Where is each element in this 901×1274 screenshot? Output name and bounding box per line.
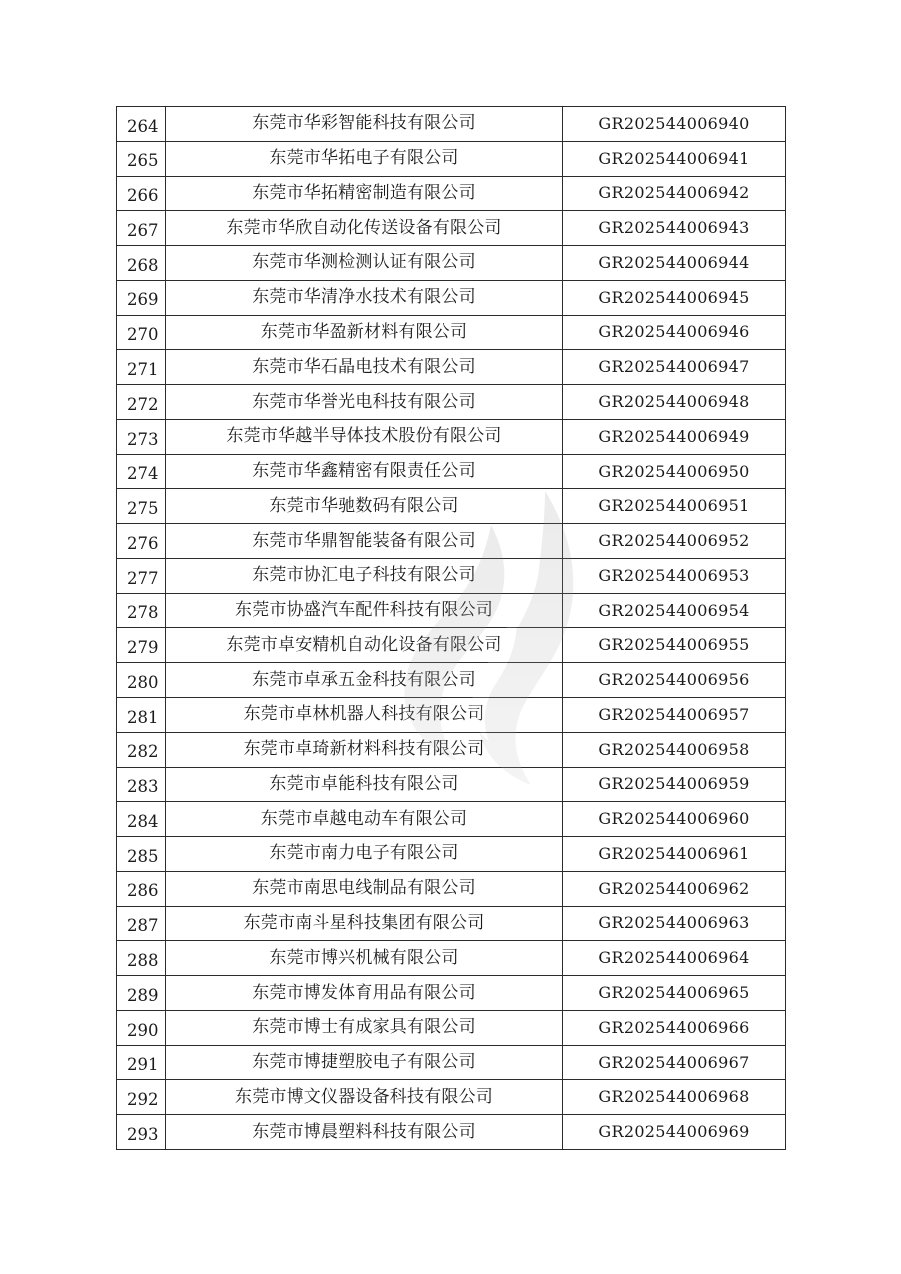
company-name-cell: 东莞市卓承五金科技有限公司 (166, 663, 563, 698)
certificate-number-cell: GR202544006943 (563, 211, 786, 246)
company-name-cell: 东莞市华彩智能科技有限公司 (166, 107, 563, 142)
certificate-number-cell: GR202544006956 (563, 663, 786, 698)
certificate-number-cell: GR202544006948 (563, 385, 786, 420)
company-name-cell: 东莞市卓越电动车有限公司 (166, 802, 563, 837)
table-row (117, 1010, 786, 1045)
row-number-cell: 266 (117, 176, 166, 211)
company-name-cell: 东莞市博文仪器设备科技有限公司 (166, 1080, 563, 1115)
row-number-cell: 278 (117, 593, 166, 628)
certificate-number-cell: GR202544006949 (563, 419, 786, 454)
certificate-number-cell: GR202544006954 (563, 593, 786, 628)
row-number-cell: 269 (117, 280, 166, 315)
certificate-number-cell: GR202544006945 (563, 280, 786, 315)
row-number-cell: 277 (117, 558, 166, 593)
company-name-cell: 东莞市华欣自动化传送设备有限公司 (166, 211, 563, 246)
row-number-cell: 276 (117, 524, 166, 559)
certificate-number-cell: GR202544006964 (563, 941, 786, 976)
certificate-number-cell: GR202544006955 (563, 628, 786, 663)
certificate-number-cell: GR202544006951 (563, 489, 786, 524)
company-name-cell: 东莞市协盛汽车配件科技有限公司 (166, 593, 563, 628)
certificate-number-cell: GR202544006950 (563, 454, 786, 489)
row-number-cell: 282 (117, 732, 166, 767)
row-number-cell: 291 (117, 1045, 166, 1080)
company-name-cell: 东莞市南思电线制品有限公司 (166, 871, 563, 906)
company-name-cell: 东莞市华鼎智能装备有限公司 (166, 524, 563, 559)
company-name-cell: 东莞市博士有成家具有限公司 (166, 1010, 563, 1045)
row-number-cell: 274 (117, 454, 166, 489)
row-number-cell: 271 (117, 350, 166, 385)
table-row (117, 280, 786, 315)
table-body (117, 107, 786, 1150)
certificate-number-cell: GR202544006965 (563, 976, 786, 1011)
table-row (117, 698, 786, 733)
company-name-cell: 东莞市卓林机器人科技有限公司 (166, 698, 563, 733)
row-number-cell: 264 (117, 107, 166, 142)
certificate-number-cell: GR202544006960 (563, 802, 786, 837)
table-row (117, 558, 786, 593)
company-name-cell: 东莞市华测检测认证有限公司 (166, 246, 563, 281)
company-name-cell: 东莞市协汇电子科技有限公司 (166, 558, 563, 593)
table-row (117, 906, 786, 941)
certificate-table (116, 106, 786, 1150)
table-row (117, 1080, 786, 1115)
company-name-cell: 东莞市卓琦新材料科技有限公司 (166, 732, 563, 767)
certificate-number-cell: GR202544006946 (563, 315, 786, 350)
company-name-cell: 东莞市博兴机械有限公司 (166, 941, 563, 976)
certificate-number-cell: GR202544006953 (563, 558, 786, 593)
certificate-number-cell: GR202544006947 (563, 350, 786, 385)
table-row (117, 350, 786, 385)
table-row (117, 837, 786, 872)
table-row (117, 802, 786, 837)
certificate-number-cell: GR202544006941 (563, 141, 786, 176)
certificate-number-cell: GR202544006957 (563, 698, 786, 733)
certificate-number-cell: GR202544006944 (563, 246, 786, 281)
table-row (117, 315, 786, 350)
row-number-cell: 285 (117, 837, 166, 872)
company-name-cell: 东莞市华拓电子有限公司 (166, 141, 563, 176)
table-row (117, 941, 786, 976)
table-row (117, 141, 786, 176)
row-number-cell: 275 (117, 489, 166, 524)
row-number-cell: 288 (117, 941, 166, 976)
row-number-cell: 283 (117, 767, 166, 802)
row-number-cell: 265 (117, 141, 166, 176)
table-row (117, 1045, 786, 1080)
table-row (117, 211, 786, 246)
certificate-number-cell: GR202544006963 (563, 906, 786, 941)
table-row (117, 246, 786, 281)
certificate-number-cell: GR202544006959 (563, 767, 786, 802)
certificate-number-cell: GR202544006952 (563, 524, 786, 559)
row-number-cell: 268 (117, 246, 166, 281)
company-name-cell: 东莞市南斗星科技集团有限公司 (166, 906, 563, 941)
table-row (117, 593, 786, 628)
table-row (117, 628, 786, 663)
certificate-number-cell: GR202544006969 (563, 1115, 786, 1150)
table-row (117, 419, 786, 454)
row-number-cell: 279 (117, 628, 166, 663)
row-number-cell: 287 (117, 906, 166, 941)
certificate-number-cell: GR202544006942 (563, 176, 786, 211)
row-number-cell: 267 (117, 211, 166, 246)
row-number-cell: 280 (117, 663, 166, 698)
row-number-cell: 286 (117, 871, 166, 906)
row-number-cell: 273 (117, 419, 166, 454)
certificate-number-cell: GR202544006966 (563, 1010, 786, 1045)
company-name-cell: 东莞市华越半导体技术股份有限公司 (166, 419, 563, 454)
company-name-cell: 东莞市华鑫精密有限责任公司 (166, 454, 563, 489)
certificate-number-cell: GR202544006968 (563, 1080, 786, 1115)
table-row (117, 176, 786, 211)
company-name-cell: 东莞市卓能科技有限公司 (166, 767, 563, 802)
company-name-cell: 东莞市博晨塑料科技有限公司 (166, 1115, 563, 1150)
certificate-number-cell: GR202544006940 (563, 107, 786, 142)
row-number-cell: 270 (117, 315, 166, 350)
row-number-cell: 272 (117, 385, 166, 420)
company-name-cell: 东莞市华誉光电科技有限公司 (166, 385, 563, 420)
certificate-number-cell: GR202544006962 (563, 871, 786, 906)
company-name-cell: 东莞市华清净水技术有限公司 (166, 280, 563, 315)
company-name-cell: 东莞市华驰数码有限公司 (166, 489, 563, 524)
table-row (117, 385, 786, 420)
table-row (117, 454, 786, 489)
table-row (117, 732, 786, 767)
table-row (117, 871, 786, 906)
company-name-cell: 东莞市南力电子有限公司 (166, 837, 563, 872)
table-row (117, 976, 786, 1011)
certificate-number-cell: GR202544006967 (563, 1045, 786, 1080)
table-row (117, 107, 786, 142)
row-number-cell: 293 (117, 1115, 166, 1150)
certificate-number-cell: GR202544006961 (563, 837, 786, 872)
certificate-number-cell: GR202544006958 (563, 732, 786, 767)
company-name-cell: 东莞市华盈新材料有限公司 (166, 315, 563, 350)
row-number-cell: 281 (117, 698, 166, 733)
table-row (117, 663, 786, 698)
table-row (117, 489, 786, 524)
company-name-cell: 东莞市卓安精机自动化设备有限公司 (166, 628, 563, 663)
company-name-cell: 东莞市华拓精密制造有限公司 (166, 176, 563, 211)
table-row (117, 524, 786, 559)
company-name-cell: 东莞市博捷塑胶电子有限公司 (166, 1045, 563, 1080)
table-row (117, 767, 786, 802)
row-number-cell: 290 (117, 1010, 166, 1045)
row-number-cell: 292 (117, 1080, 166, 1115)
row-number-cell: 289 (117, 976, 166, 1011)
company-name-cell: 东莞市博发体育用品有限公司 (166, 976, 563, 1011)
table-row (117, 1115, 786, 1150)
company-name-cell: 东莞市华石晶电技术有限公司 (166, 350, 563, 385)
row-number-cell: 284 (117, 802, 166, 837)
